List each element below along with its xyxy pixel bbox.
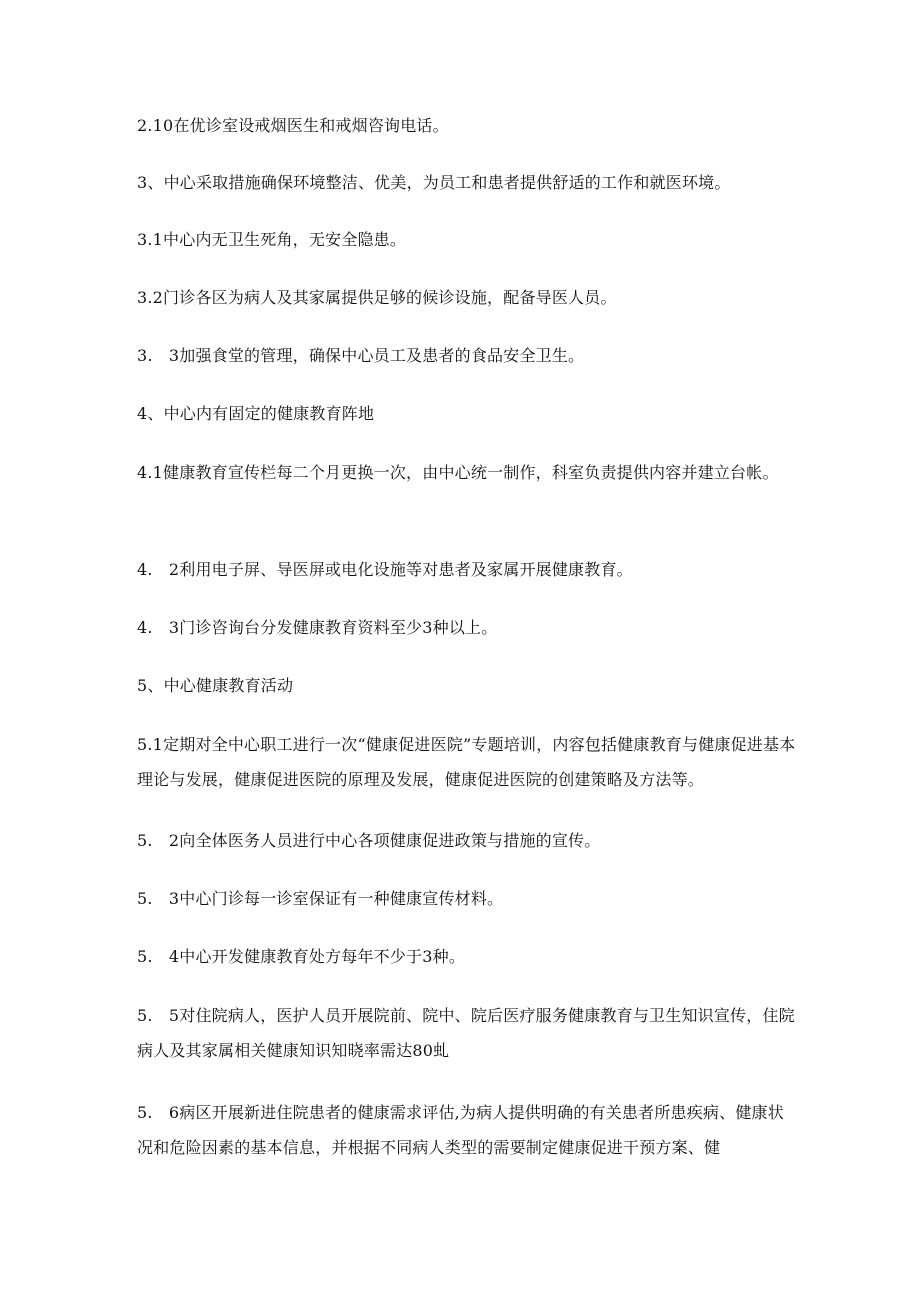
paragraph-4-1: 4.1健康教育宣传栏每二个月更换一次，由中心统一制作，科室负责提供内容并建立台帐。 [137,463,779,482]
paragraph-4-2: 4. 2利用电子屏、导医屏或电化设施等对患者及家属开展健康教育。 [137,560,633,579]
paragraph-3: 3、中心采取措施确保环境整洁、优美，为员工和患者提供舒适的工作和就医环境。 [137,173,731,192]
paragraph-3-1: 3.1中心内无卫生死角，无安全隐患。 [137,230,407,249]
paragraph-2-10: 2.10在优诊室设戒烟医生和戒烟咨询电话。 [137,116,449,135]
paragraph-3-3: 3. 3加强食堂的管理，确保中心员工及患者的食品安全卫生。 [137,346,585,365]
paragraph-5-6: 5. 6病区开展新进住院患者的健康需求评估,为病人提供明确的有关患者所患疾病、健康状况和危险因素的基本信息，并根据不同病人类型的需要制定健康促进干预方案、健 [137,1103,784,1157]
paragraph-5-1: 5.1定期对全中心职工进行一次“健康促进医院”专题培训，内容包括健康教育与健康促进基本理论与发展，健康促进医院的原理及发展，健康促进医院的创建策略及方法等。 [137,735,796,789]
paragraph-4: 4、中心内有固定的健康教育阵地 [137,404,375,423]
paragraph-5: 5、中心健康教育活动 [137,676,294,695]
paragraph-4-3: 4. 3门诊咨询台分发健康教育资料至少3种以上。 [137,618,498,637]
paragraph-3-2: 3.2门诊各区为病人及其家属提供足够的候诊设施，配备导医人员。 [137,288,617,307]
paragraph-5-4: 5. 4中心开发健康教育处方每年不少于3种。 [137,947,466,966]
paragraph-5-5: 5. 5对住院病人，医护人员开展院前、院中、院后医疗服务健康教育与卫生知识宣传，住院病人及其家属相关健康知识知晓率需达80虬 [137,1006,795,1060]
paragraph-5-3: 5. 3中心门诊每一诊室保证有一种健康宣传材料。 [137,889,504,908]
paragraph-5-2: 5. 2向全体医务人员进行中心各项健康促进政策与措施的宣传。 [137,831,601,850]
